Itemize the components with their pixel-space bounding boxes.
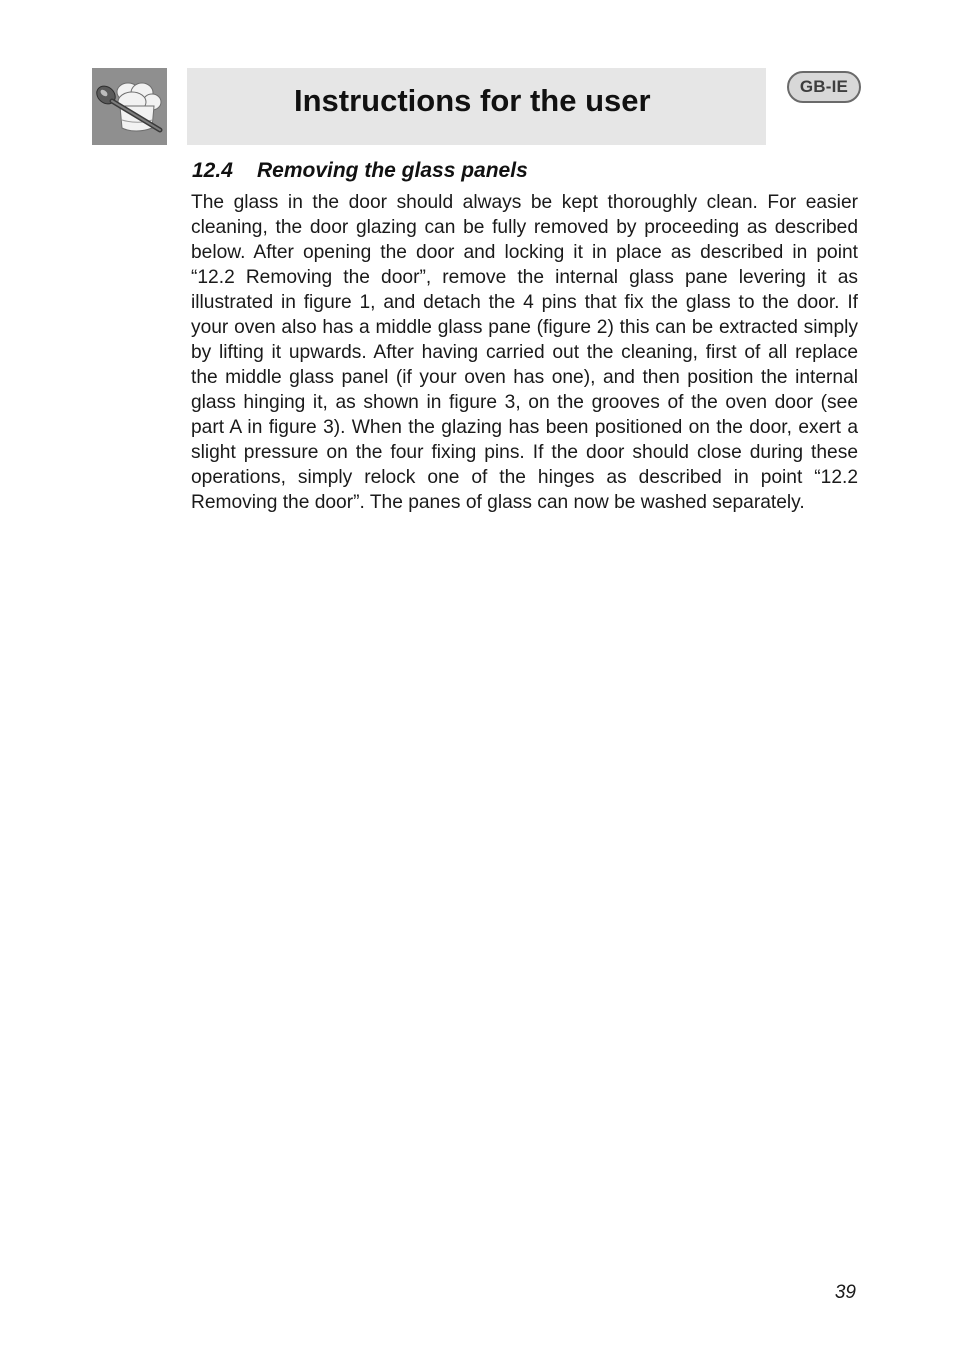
page-number: 39 — [834, 1282, 856, 1303]
language-badge: GB-IE — [787, 71, 861, 103]
section-body-paragraph: The glass in the door should always be kept thoroughly clean. For easier cleaning, the door glazing can be fully removed by proceeding as described below. After opening the door and locking it in place as described in point “12.2 Removing the door”, remove the internal glass pane levering it as illustrated in figure 1, and detach the 4 pins that fix the glass to the door. If your oven also has a middle glass pane (figure 2) this can be extracted simply by lifting it upwards. After having carried out the cleaning, first of all replace the middle glass panel (if your oven has one), and then position the internal glass hinging it, as shown in figure 3, on the grooves of the oven door (see part A in figure 3). When the glazing has been positioned on the door, exert a slight pressure on the four fixing pins. If the door should close during these operations, simply relock one of the hinges as described in point “12.2 Removing the door”. The panes of glass can now be washed separately. — [191, 192, 858, 513]
header-title-panel — [187, 68, 766, 145]
section-number: 12.4 — [192, 159, 233, 182]
section-title: Removing the glass panels — [257, 159, 528, 182]
chef-hat-spoon-icon — [92, 68, 167, 145]
page-title: Instructions for the user — [294, 83, 651, 118]
brand-logo — [92, 68, 167, 145]
section-heading — [192, 157, 528, 185]
